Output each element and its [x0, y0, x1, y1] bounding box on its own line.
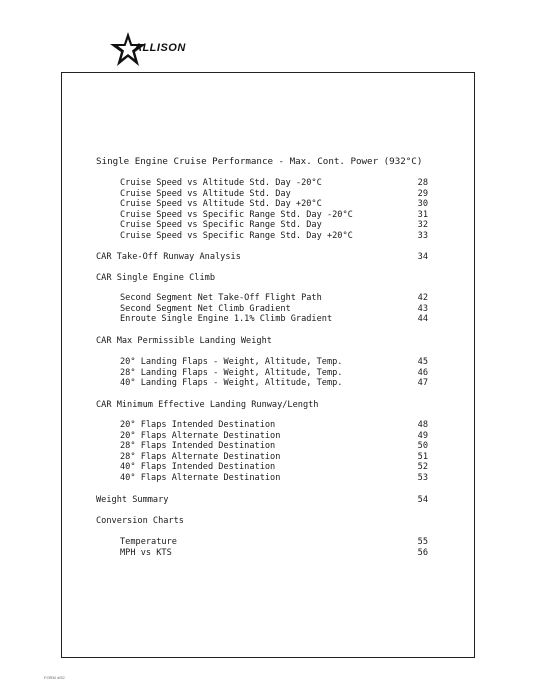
toc-page-number: 28: [417, 178, 428, 188]
toc-entry-label: Cruise Speed vs Specific Range Std. Day -20°C: [120, 209, 353, 220]
toc-page-number: 48: [417, 420, 428, 430]
toc-heading-label: Single Engine Cruise Performance - Max. Cont. Power (932°C): [96, 156, 423, 167]
toc-entry-label: 20° Flaps Intended Destination: [120, 420, 276, 430]
toc-entry-label: 40° Flaps Intended Destination: [120, 462, 276, 472]
toc-entry-label: Cruise Speed vs Specific Range Std. Day: [120, 220, 322, 230]
toc-page-number: 34: [417, 252, 428, 262]
toc-page-number: 56: [417, 547, 428, 558]
toc-page-number: 31: [417, 209, 428, 220]
toc-page-number: 50: [417, 441, 428, 451]
toc-entry-label: 40° Landing Flaps - Weight, Altitude, Temp.: [120, 378, 343, 388]
toc-entry-label: 40° Flaps Alternate Destination: [120, 472, 281, 483]
toc-page-number: 51: [417, 451, 428, 462]
toc-entry-label: 28° Flaps Intended Destination: [120, 441, 276, 451]
toc-entry-label: Cruise Speed vs Altitude Std. Day +20°C: [120, 199, 322, 209]
toc-entry-label: Second Segment Net Take-Off Flight Path: [120, 293, 322, 303]
form-code: FORM 4/52: [44, 675, 65, 680]
toc-page-number: 43: [417, 303, 428, 314]
toc-page-number: 29: [417, 188, 428, 199]
toc-page-number: 30: [417, 199, 428, 209]
brand-name: ALLISON: [134, 42, 186, 54]
toc-page-number: 52: [417, 462, 428, 472]
toc-entry-label: Cruise Speed vs Altitude Std. Day -20°C: [120, 178, 322, 188]
toc-entry-label: Cruise Speed vs Specific Range Std. Day +20°C: [120, 230, 353, 241]
toc-heading-label: Weight Summary: [96, 495, 169, 505]
toc-page-number: 54: [417, 495, 428, 505]
toc-heading-label: CAR Single Engine Climb: [96, 273, 215, 283]
toc-page-number: 47: [417, 378, 428, 388]
toc-page-number: 55: [417, 537, 428, 547]
toc-entry-label: 20° Flaps Alternate Destination: [120, 430, 281, 441]
toc-heading-label: CAR Take-Off Runway Analysis: [96, 252, 241, 262]
toc-entry-label: 28° Landing Flaps - Weight, Altitude, Temp.: [120, 367, 343, 378]
toc-page-number: 53: [417, 472, 428, 483]
toc-entry-label: MPH vs KTS: [120, 547, 172, 558]
toc-page-number: 32: [417, 220, 428, 230]
toc-entry-label: 28° Flaps Alternate Destination: [120, 451, 281, 462]
toc-entry-label: Cruise Speed vs Altitude Std. Day: [120, 188, 291, 199]
toc-heading-label: Conversion Charts: [96, 516, 184, 526]
toc-heading-label: CAR Max Permissible Landing Weight: [96, 336, 272, 346]
toc-entry-label: 20° Landing Flaps - Weight, Altitude, Temp.: [120, 357, 343, 367]
toc-heading-label: CAR Minimum Effective Landing Runway/Length: [96, 400, 319, 410]
toc-entry-label: Enroute Single Engine 1.1% Climb Gradient: [120, 314, 333, 324]
toc-page-number: 45: [417, 357, 428, 367]
toc-entry-label: Second Segment Net Climb Gradient: [120, 303, 291, 314]
toc-page-number: 42: [417, 293, 428, 303]
toc-page-number: 49: [417, 430, 428, 441]
toc-page-number: 33: [417, 230, 428, 241]
toc-entry-label: Temperature: [120, 537, 177, 547]
toc-page-number: 46: [417, 367, 428, 378]
toc-page-number: 44: [417, 314, 428, 324]
